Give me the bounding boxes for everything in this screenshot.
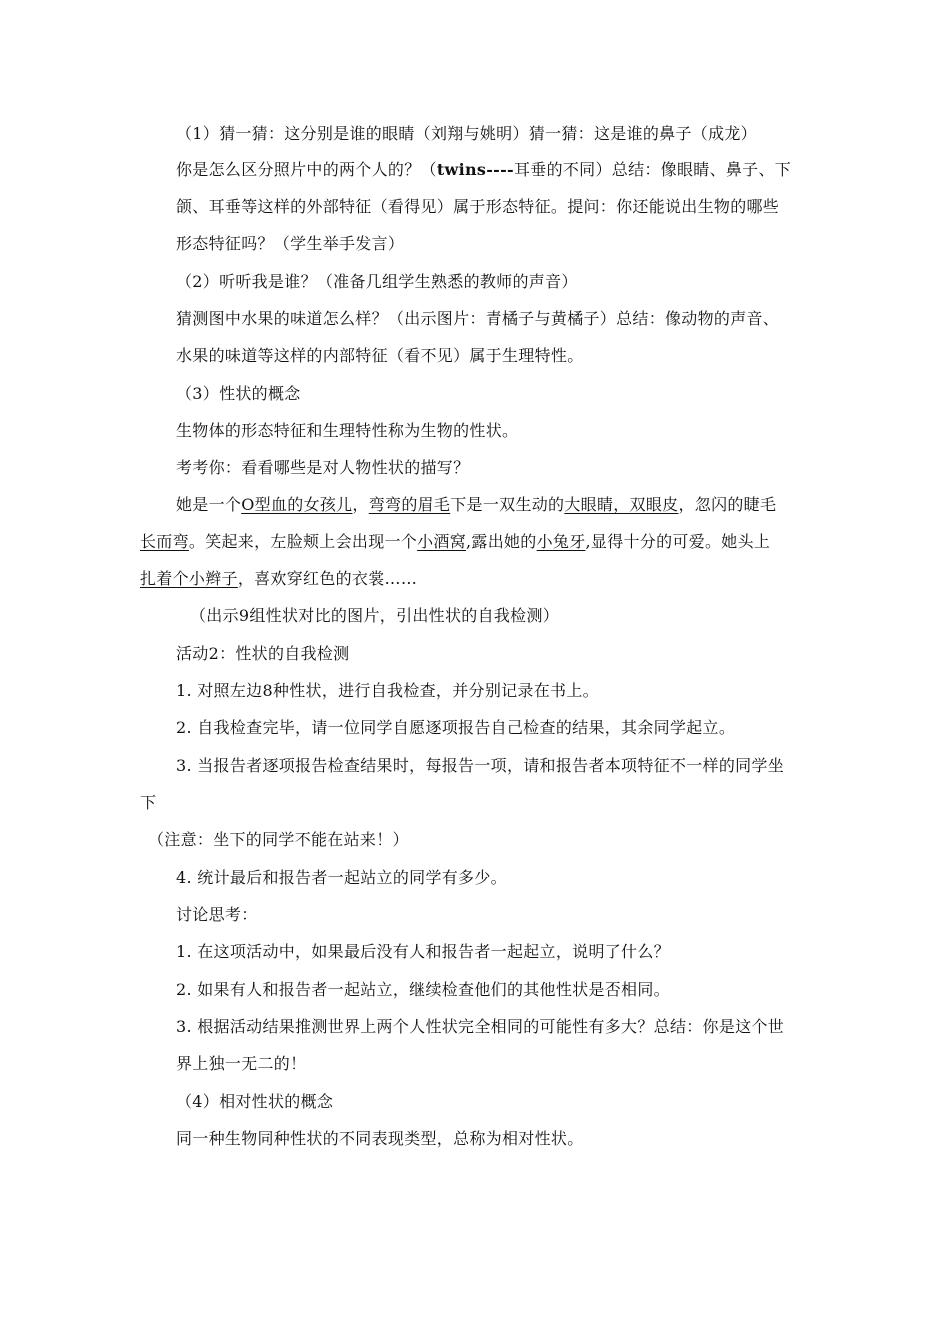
text-twins: twins---- [436,160,514,179]
underlined-trait: 小兔牙 [536,532,586,551]
text-segment: 下是一双生动的 [450,495,565,514]
underlined-trait: O型血的女孩儿 [241,495,353,514]
note: （注意：坐下的同学不能在站来！） [148,830,409,849]
text-segment: ，喜欢穿红色的衣裳…… [237,569,418,588]
text-segment: 耳垂的不同）总结：像眼睛、鼻子、下 [513,160,792,179]
text-segment: 你是怎么区分照片中的两个人的？（ [176,160,437,179]
discussion-heading: 讨论思考： [176,905,258,924]
para-line: 生物体的形态特征和生理特性称为生物的性状。 [176,421,519,440]
underlined-trait: 扎着个小辫子 [140,569,238,588]
underlined-trait: 长而弯 [140,532,189,551]
text-segment: ，忽闪的睫毛 [678,495,777,514]
para-description [140,569,417,589]
list-item: 4. 统计最后和报告者一起站立的同学有多少。 [176,868,507,887]
list-item: 1. 对照左边8种性状，进行自我检查，并分别记录在书上。 [176,681,599,700]
text-segment: 她是一个 [176,495,242,514]
section-heading-3: （3）性状的概念 [176,384,301,403]
section-heading-4: （4）相对性状的概念 [176,1092,334,1111]
para-line: 颌、耳垂等这样的外部特征（看得见）属于形态特征。提问：你还能说出生物的哪些 [176,197,780,216]
list-item: 3. 当报告者逐项报告检查结果时，每报告一项，请和报告者本项特征不一样的同学坐 [176,756,785,775]
list-item: 3. 根据活动结果推测世界上两个人性状完全相同的可能性有多大？总结：你是这个世 [176,1017,785,1036]
para-line: 形态特征吗？（学生举手发言） [176,234,405,253]
para-distinguish [176,160,791,180]
list-item-continuation: 界上独一无二的！ [176,1054,307,1073]
para-line: 同一种生物同种性状的不同表现类型，总称为相对性状。 [176,1129,584,1148]
underlined-trait: 弯弯的眉毛 [368,495,451,514]
text-segment: ， [352,495,369,514]
list-item: 2. 如果有人和报告者一起站立，继续检查他们的其他性状是否相同。 [176,980,670,999]
underlined-trait: 大眼睛，双眼皮 [564,495,679,514]
text-segment: ,显得十分的可爱。她头上 [585,532,771,551]
list-item: 2. 自我检查完毕，请一位同学自愿逐项报告自己检查的结果，其余同学起立。 [176,718,736,737]
para-line: （出示9组性状对比的图片，引出性状的自我检测） [190,606,560,625]
underlined-trait: 小酒窝 [417,532,467,551]
text-segment: ,露出她的 [466,532,537,551]
para-description [140,532,770,552]
list-item: 1. 在这项活动中，如果最后没有人和报告者一起起立，说明了什么？ [176,942,670,961]
list-item-continuation: 下 [140,793,157,812]
activity-heading: 活动2：性状的自我检测 [176,644,350,663]
section-heading-2: （2）听听我是谁？（准备几组学生熟悉的教师的声音） [176,272,578,291]
para-line: 考考你：看看哪些是对人物性状的描写？ [176,458,470,477]
para-line: 水果的味道等这样的内部特征（看不见）属于生理特性。 [176,346,584,365]
para-description [176,495,776,515]
text-segment: 。笑起来，左脸颊上会出现一个 [188,532,418,551]
para-guess-eyes: （1）猜一猜：这分别是谁的眼睛（刘翔与姚明）猜一猜：这是谁的鼻子（成龙） [176,124,757,143]
para-line: 猜测图中水果的味道怎么样？（出示图片：青橘子与黄橘子）总结：像动物的声音、 [176,309,780,328]
